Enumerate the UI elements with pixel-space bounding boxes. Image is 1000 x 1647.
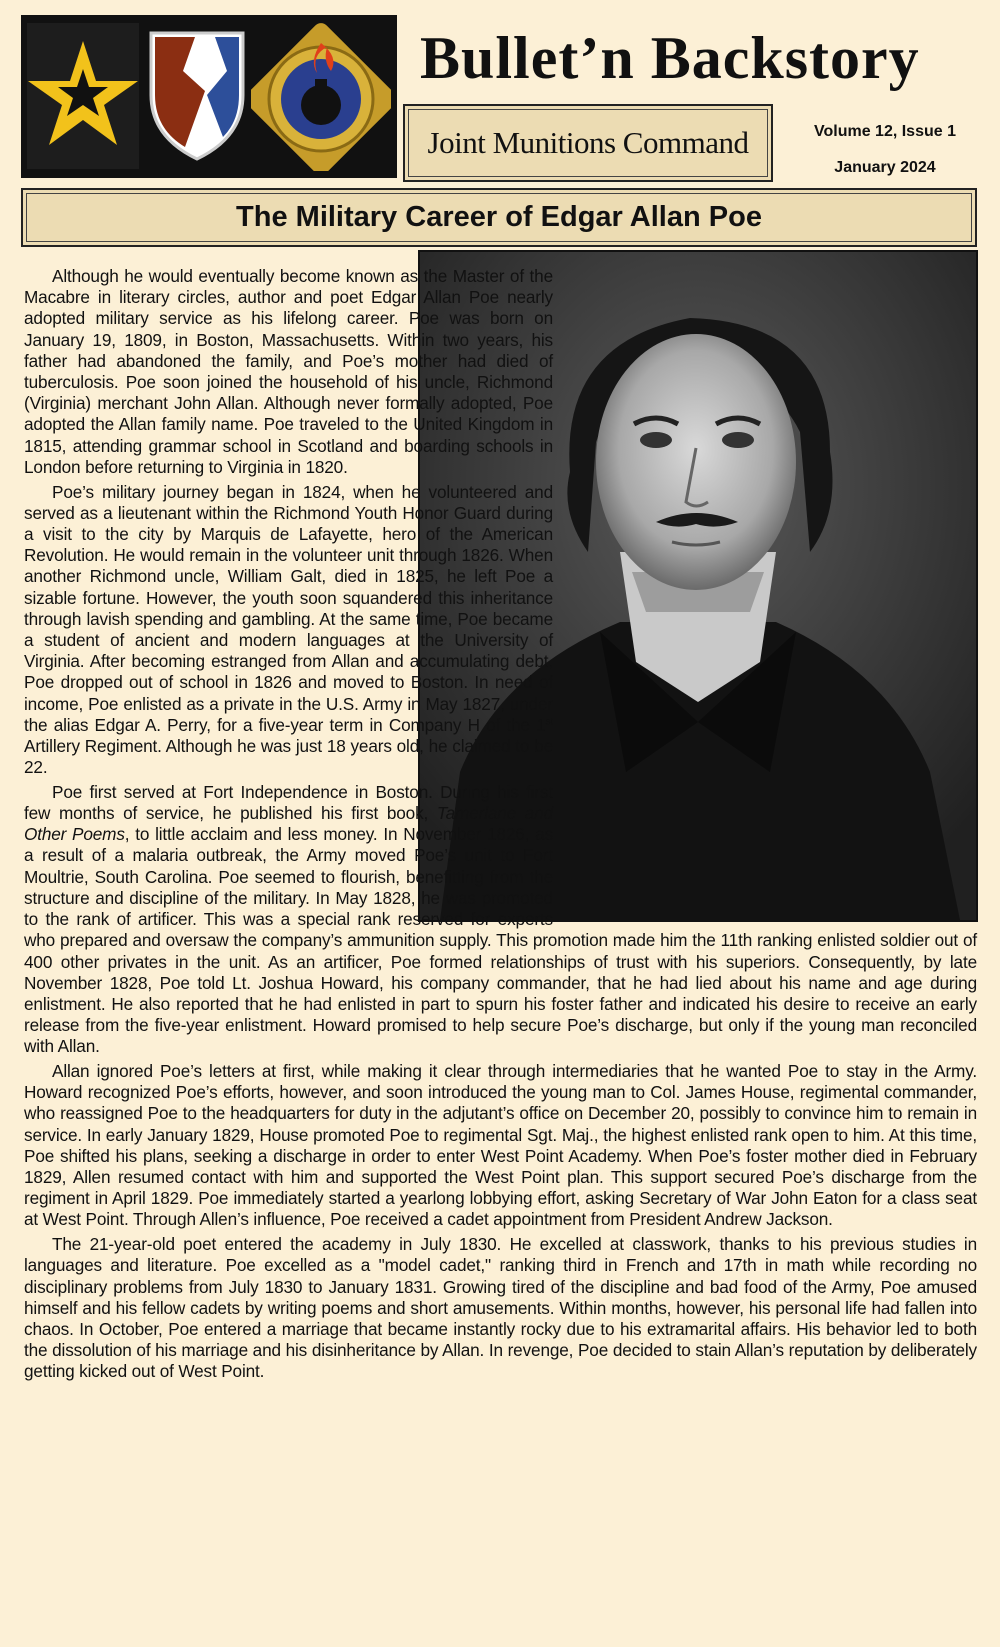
ordinal-suffix: st <box>545 716 553 728</box>
article-body <box>24 266 977 1386</box>
jmc-seal-icon <box>251 21 391 171</box>
paragraph-5: The 21-year-old poet entered the academy in July 1830. He excelled at classwork, thanks to his previous studies in languages and literature. Poe excelled as a "model cadet," ranking third in French and 17th in math while recording no disciplinary problems from July 1830 to January 1831. Growing tired of the discipline and bad food of the Army, Poe amused himself and his fellow cadets by writing poems and short amusements. Within months, however, his personal life had fallen into chaos. In October, Poe entered a marriage that became instantly rocky due to his extramarital affairs. His behavior led to both the dissolution of his marriage and his disinheritance by Allan. In revenge, Poe decided to stain Allan’s reputation by deliberately getting kicked out of West Point. <box>24 1234 977 1382</box>
army-star-icon <box>27 23 139 169</box>
issue-info <box>785 114 985 186</box>
volume-issue: Volume 12, Issue 1 <box>814 123 956 140</box>
paragraph-2-text-end: Artillery Regiment. Although he was just 18 years old, he claimed to be 22. <box>24 735 553 778</box>
book-title: Tamerlane and Other Poems <box>24 803 554 845</box>
organization-box: Joint Munitions Command <box>403 104 773 182</box>
paragraph-3-text-end: , to little acclaim and less money. In November 1826, as a result of a malaria outbreak, the Army moved Poe’s unit to Fort Moultrie, South Carolina. Poe seemed to flourish, benefitting from the structure and discipline of the military. In May 1828, he was promoted to the rank of artificer. This was a special rank reserved for experts who prepared and oversaw the company’s ammunition supply. This promotion made him the 11th ranking enlisted soldier out of 400 other privates in the unit. As an artificer, Poe formed relationships of trust with his superiors. Consequently, by late November 1828, Poe told Lt. Joshua Howard, his company commander, that he had lied about his name and age during enlistment. He also reported that he had enlisted in part to spurn his foster father and indicated his desire to receive an early release from the five-year enlistment. Howard promised to help secure Poe’s discharge, but only if the young man reconciled with Allan. <box>24 824 977 1057</box>
paragraph-1: Although he would eventually become known as the Master of the Macabre in literary circles, author and poet Edgar Allan Poe nearly adopted military service as his lifelong career. Poe was born on January 19, 1809, in Boston, Massachusetts. Within two years, his father had abandoned the family, and Poe’s mother had died of tuberculosis. Poe soon joined the household of his uncle, Richmond (Virginia) merchant John Allan. Although never formally adopted, Poe adopted the Allan family name. Poe traveled to the United Kingdom in 1815, attending grammar school in Scotland and boarding schools in London before returning to Virginia in 1820. <box>24 266 553 477</box>
amc-shield-icon <box>145 25 249 165</box>
paragraph-3-text: Poe first served at Fort Independence in Boston. During his first few months of service, he published his first book, <box>24 781 553 824</box>
paragraph-4: Allan ignored Poe’s letters at first, while making it clear through intermediaries that he wanted Poe to stay in the Army. Howard recognized Poe’s efforts, however, and soon introduced the young man to Col. James House, regimental commander, who reassigned Poe to the headquarters for duty in the adjutant’s office on December 20, possibly to convince him to remain in service. In early January 1829, House promoted Poe to regimental Sgt. Maj., the highest enlisted rank open to him. At this time, Poe shifted his plans, seeking a discharge in order to enter West Point Academy. When Poe’s foster mother died in February 1829, Allen resumed contact with him and supported the West Point plan. This support secured Poe’s discharge from the regiment in April 1829. Poe immediately started a yearlong lobbying effort, asking Secretary of War John Eaton for a class seat at West Point. Through Allen’s influence, Poe received a cadet appointment from President Andrew Jackson. <box>24 1061 977 1230</box>
masthead-title: Bullet’n Backstory <box>420 25 920 91</box>
article-title: The Military Career of Edgar Allan Poe <box>21 188 977 247</box>
photo-spacer <box>553 266 977 918</box>
issue-date: January 2024 <box>834 159 936 176</box>
emblem-banner <box>21 15 397 178</box>
paragraph-2-text: Poe’s military journey began in 1824, when he volunteered and served as a lieutenant within the Richmond Youth Honor Guard during a visit to the city by Marquis de Lafayette, hero of the American Revolution. He would remain in the volunteer unit through 1826. When another Richmond uncle, William Galt, died in 1825, he left Poe a sizable fortune. However, the youth soon squandered this inheritance through lavish spending and gambling. At the same time, Poe became a student of ancient and modern languages at the University of Virginia. After becoming estranged from Allan and accumulating debt, Poe dropped out of school in 1826 and moved to Boston. In need of income, Poe enlisted as a private in the U.S. Army in May 1827, under the alias Edgar A. Perry, for a five-year term in Company H of the 1 <box>24 481 553 735</box>
